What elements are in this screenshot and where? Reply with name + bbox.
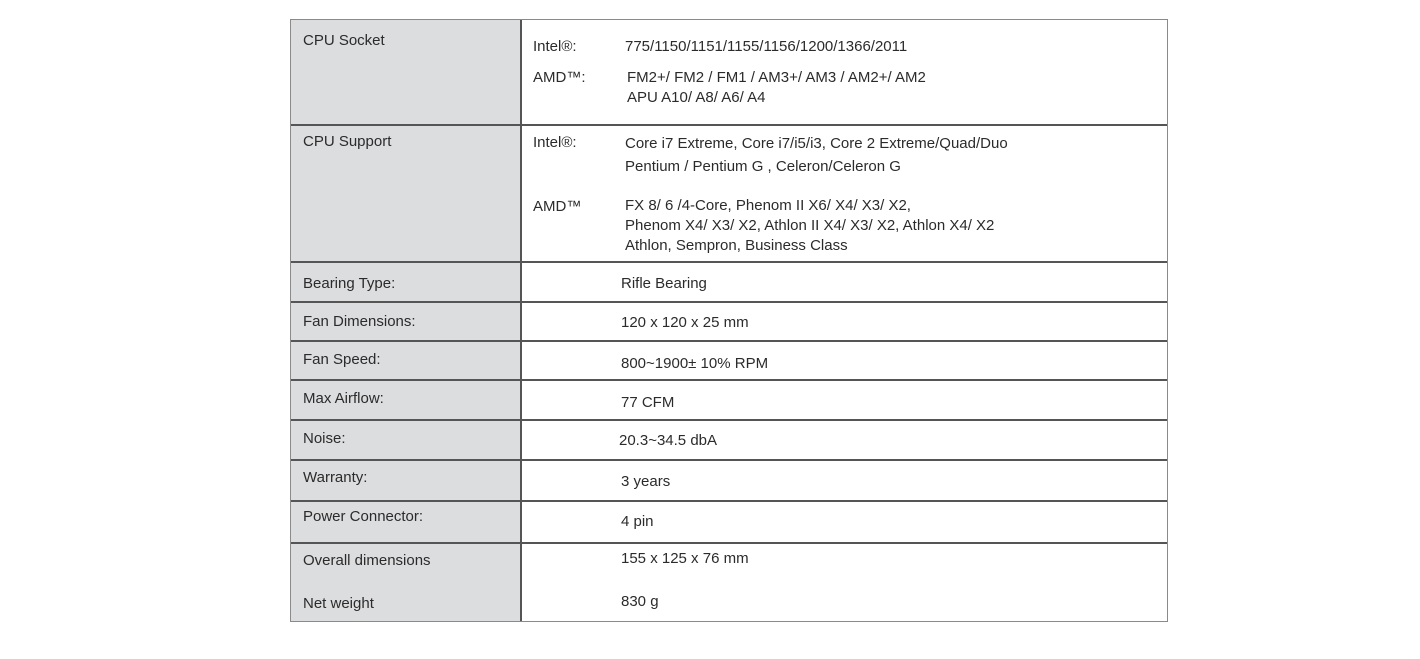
row-divider <box>291 261 1167 263</box>
cpu-socket-intel-label: Intel®: <box>533 38 577 55</box>
cpu-support-amd-value <box>625 196 994 256</box>
cpu-support-amd-line: Athlon, Sempron, Business Class <box>625 237 848 254</box>
row-divider <box>291 124 1167 126</box>
cpu-support-intel-line: Pentium / Pentium G , Celeron/Celeron G <box>625 158 901 175</box>
row-divider <box>291 340 1167 342</box>
bearing-type-value: Rifle Bearing <box>621 275 707 292</box>
row-divider <box>291 542 1167 544</box>
row-divider <box>291 459 1167 461</box>
power-connector-label: Power Connector: <box>303 508 424 525</box>
fan-speed-value: 800~1900± 10% RPM <box>621 355 769 372</box>
row-divider <box>291 419 1167 421</box>
max-airflow-label: Max Airflow: <box>303 390 384 407</box>
row-divider <box>291 301 1167 303</box>
warranty-value: 3 years <box>621 473 671 490</box>
cpu-socket-intel-value: 775/1150/1151/1155/1156/1200/1366/2011 <box>625 38 908 55</box>
net-weight-label: Net weight <box>303 595 374 612</box>
fan-dimensions-value: 120 x 120 x 25 mm <box>621 314 749 331</box>
column-divider <box>520 20 522 621</box>
cpu-support-label: CPU Support <box>303 133 392 150</box>
cpu-support-intel-value <box>625 132 1008 178</box>
bearing-type-label: Bearing Type: <box>303 275 396 292</box>
net-weight-value: 830 g <box>621 593 659 610</box>
warranty-label: Warranty: <box>303 469 368 486</box>
max-airflow-value: 77 CFM <box>621 394 675 411</box>
cpu-socket-amd-line: APU A10/ A8/ A6/ A4 <box>627 89 766 106</box>
cpu-support-amd-line: FX 8/ 6 /4-Core, Phenom II X6/ X4/ X3/ X2, <box>625 197 911 214</box>
cpu-socket-label: CPU Socket <box>303 32 385 49</box>
spec-table <box>290 19 1168 622</box>
noise-value: 20.3~34.5 dbA <box>619 432 718 449</box>
cpu-socket-amd-value <box>627 68 926 108</box>
cpu-socket-amd-label: AMD™: <box>533 69 586 86</box>
cpu-support-amd-label: AMD™ <box>533 198 582 215</box>
noise-label: Noise: <box>303 430 346 447</box>
fan-dimensions-label: Fan Dimensions: <box>303 313 416 330</box>
cpu-support-intel-line: Core i7 Extreme, Core i7/i5/i3, Core 2 Extreme/Quad/Duo <box>625 135 1008 152</box>
cpu-support-intel-label: Intel®: <box>533 134 577 151</box>
overall-dimensions-value: 155 x 125 x 76 mm <box>621 550 749 567</box>
fan-speed-label: Fan Speed: <box>303 351 381 368</box>
row-divider <box>291 379 1167 381</box>
cpu-socket-amd-line: FM2+/ FM2 / FM1 / AM3+/ AM3 / AM2+/ AM2 <box>627 69 926 86</box>
overall-dimensions-label: Overall dimensions <box>303 552 431 569</box>
cpu-support-amd-line: Phenom X4/ X3/ X2, Athlon II X4/ X3/ X2, Athlon X4/ X2 <box>625 217 995 234</box>
power-connector-value: 4 pin <box>621 513 654 530</box>
row-divider <box>291 500 1167 502</box>
